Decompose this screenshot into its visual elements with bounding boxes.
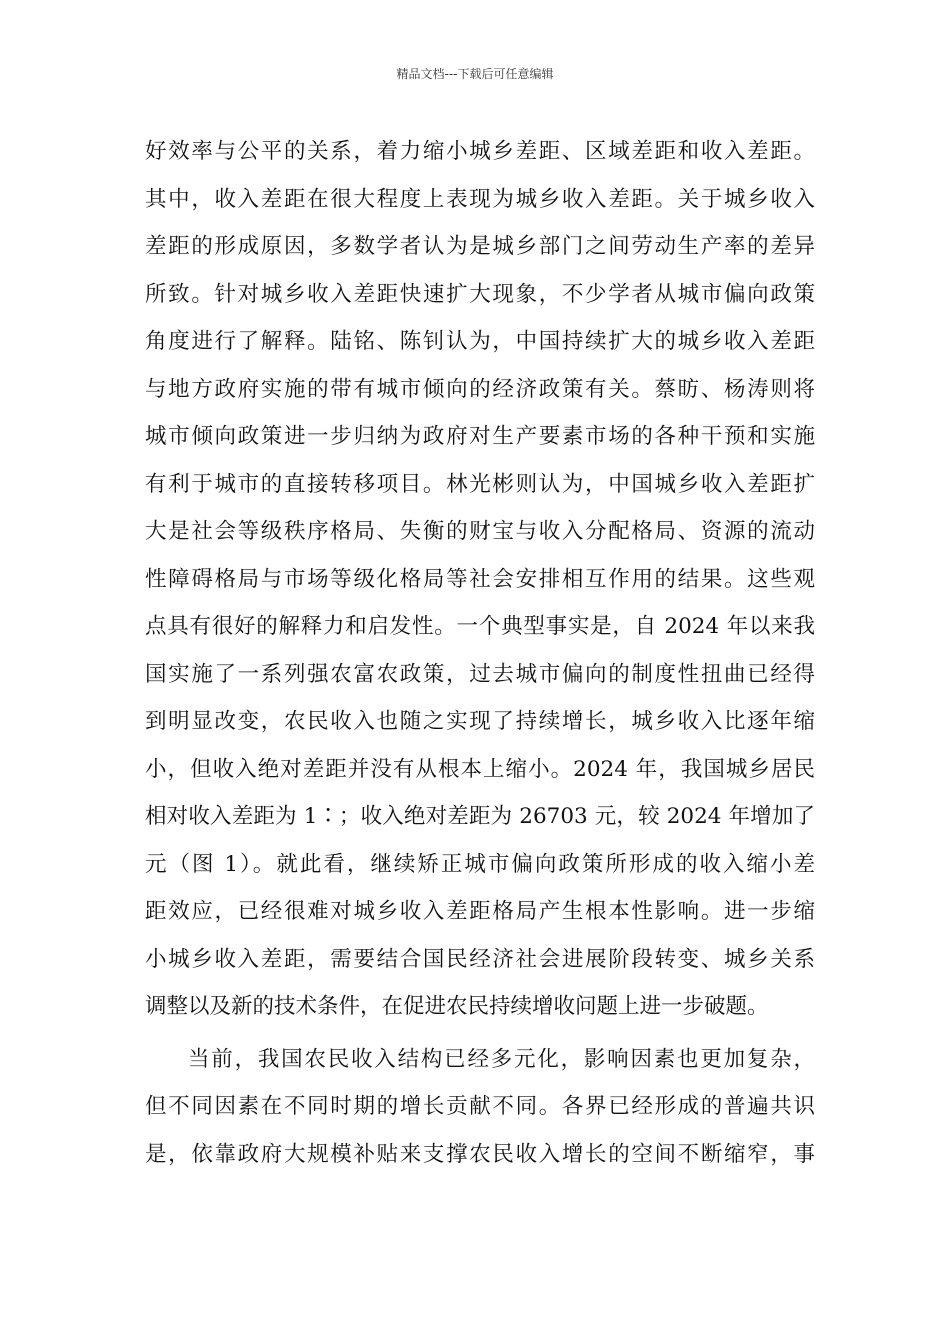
- page-header: 精品文档---下载后可任意编辑: [396, 67, 554, 81]
- text-line: 小城乡收入差距，需要结合国民经济社会进展阶段转变、城乡关系: [145, 946, 815, 972]
- text-line: 其中，收入差距在很大程度上表现为城乡收入差距。关于城乡收入: [145, 186, 815, 212]
- text-line: 是，依靠政府大规模补贴来支撑农民收入增长的空间不断缩窄，事: [145, 1141, 815, 1167]
- text-line: 好效率与公平的关系，着力缩小城乡差距、区域差距和收入差距。: [145, 139, 815, 164]
- text-line: 小，但收入绝对差距并没有从根本上缩小。2024 年，我国城乡居民: [145, 756, 815, 782]
- text-line: 但不同因素在不同时期的增长贡献不同。各界已经形成的普遍共识: [145, 1094, 815, 1119]
- text-line: 性障碍格局与市场等级化格局等社会安排相互作用的结果。这些观: [145, 566, 815, 592]
- text-line: 点具有很好的解释力和启发性。一个典型事实是，自 2024 年以来我: [145, 614, 815, 639]
- text-line: 距效应，已经很难对城乡收入差距格局产生根本性影响。进一步缩: [145, 899, 815, 924]
- text-line: 大是社会等级秩序格局、失衡的财宝与收入分配格局、资源的流动: [145, 519, 815, 544]
- text-line: 角度进行了解释。陆铭、陈钊认为，中国持续扩大的城乡收入差距: [145, 329, 815, 354]
- text-line: 相对收入差距为 1∶；收入绝对差距为 26703 元，较 2024 年增加了: [145, 804, 815, 829]
- text-line: 调整以及新的技术条件，在促进农民持续增收问题上进一步破题。: [145, 994, 769, 1019]
- text-line: 城市倾向政策进一步归纳为政府对生产要素市场的各种干预和实施: [145, 424, 815, 449]
- paragraph-1: [145, 128, 815, 1031]
- text-line: 到明显改变，农民收入也随之实现了持续增长，城乡收入比逐年缩: [145, 709, 815, 734]
- text-line: 差距的形成原因，多数学者认为是城乡部门之间劳动生产率的差异: [145, 234, 815, 259]
- text-line: 当前，我国农民收入结构已经多元化，影响因素也更加复杂，: [188, 1046, 815, 1072]
- text-line: 有利于城市的直接转移项目。林光彬则认为，中国城乡收入差距扩: [145, 471, 815, 497]
- text-line: 国实施了一系列强农富农政策，过去城市偏向的制度性扭曲已经得: [145, 661, 815, 687]
- document-body: [145, 128, 815, 1178]
- paragraph-2: [145, 1036, 815, 1179]
- text-line: 所致。针对城乡收入差距快速扩大现象，不少学者从城市偏向政策: [145, 281, 815, 307]
- text-line: 元（图 1）。就此看，继续矫正城市偏向政策所形成的收入缩小差: [145, 851, 815, 877]
- text-line: 与地方政府实施的带有城市倾向的经济政策有关。蔡昉、杨涛则将: [145, 376, 815, 402]
